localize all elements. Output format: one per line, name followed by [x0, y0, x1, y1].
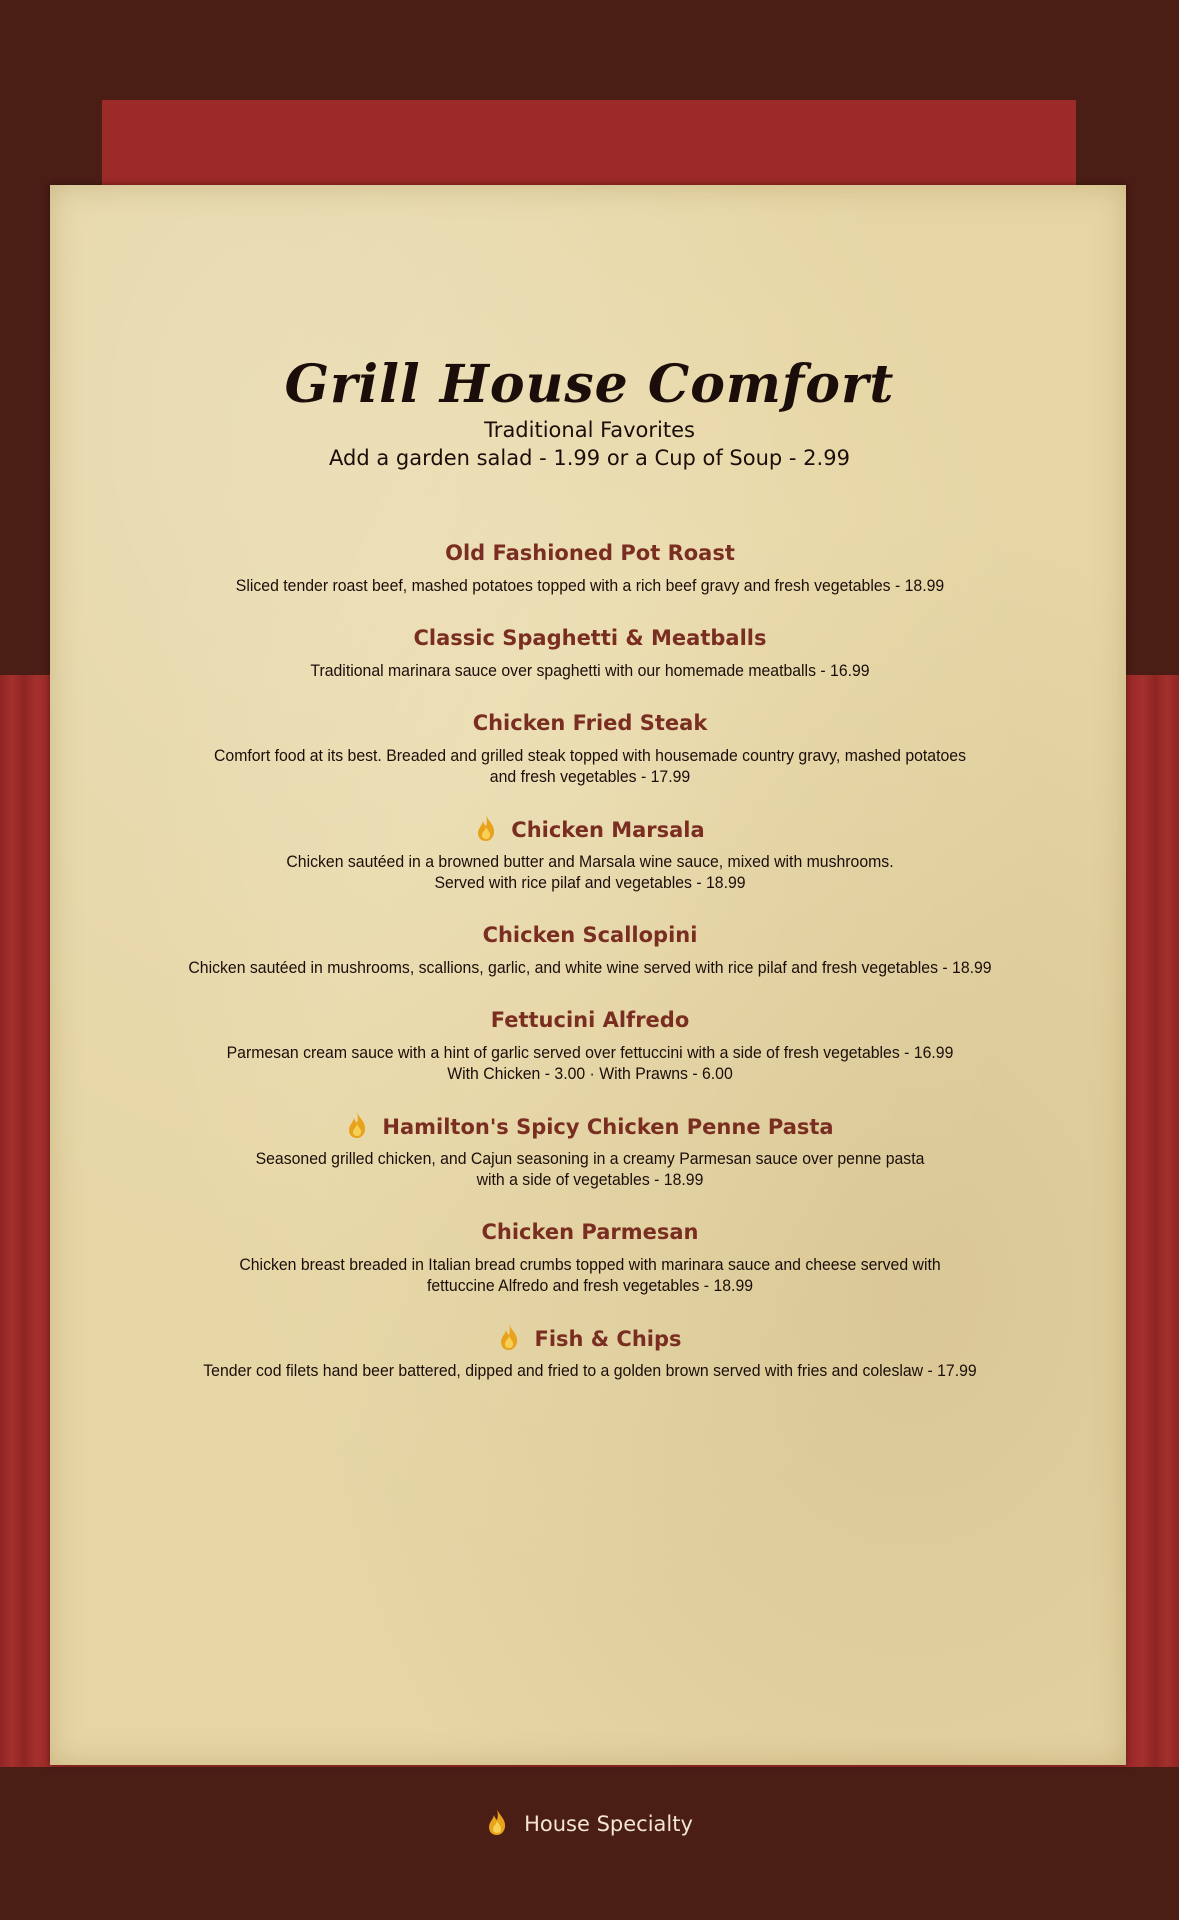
menu-item-name [70, 814, 1110, 844]
menu-item-description: Sliced tender roast beef, mashed potatoes topped with a rich beef gravy and fresh vegetables - 18.99 [235, 576, 945, 595]
menu-item [70, 538, 1110, 596]
menu-item-description: and fresh vegetables - 17.99 [489, 767, 691, 786]
menu-item-description: With Chicken - 3.00 · With Prawns - 6.00 [447, 1064, 733, 1083]
menu-item-name [70, 1005, 1110, 1035]
menu-item [70, 1323, 1110, 1381]
menu-item [70, 814, 1110, 893]
menu-item-description: Tender cod filets hand beer battered, dipped and fried to a golden brown served with fries and coleslaw - 17.99 [203, 1361, 977, 1380]
flame-icon [475, 814, 497, 842]
menu-item-name [70, 708, 1110, 738]
menu-subtitle: Traditional Favorites [484, 418, 695, 442]
menu-item [70, 920, 1110, 978]
flame-icon [486, 1808, 508, 1836]
menu-item-name-text: Old Fashioned Pot Roast [445, 541, 735, 565]
flame-icon [346, 1111, 368, 1139]
menu-item-name [70, 623, 1110, 653]
menu-header [0, 355, 1179, 471]
menu-item-name [70, 538, 1110, 568]
menu-item-name-text: Chicken Scallopini [482, 923, 698, 947]
specialty-legend [0, 1808, 1179, 1836]
menu-item-name [70, 1217, 1110, 1247]
legend-label: House Specialty [524, 1812, 693, 1836]
menu-item-description: Traditional marinara sauce over spaghetti with our homemade meatballs - 16.99 [310, 661, 870, 680]
menu-item-name-text: Fish & Chips [534, 1327, 682, 1351]
menu-item-name-text: Chicken Parmesan [481, 1220, 699, 1244]
menu-items-list [70, 538, 1110, 1408]
menu-item-description: Served with rice pilaf and vegetables - 18.99 [434, 873, 746, 892]
flame-icon [498, 1323, 520, 1351]
menu-item-description: Parmesan cream sauce with a hint of garlic served over fettuccini with a side of fresh vegetables - 16.99 [226, 1043, 954, 1062]
menu-item [70, 708, 1110, 787]
menu-item-description: Chicken sautéed in mushrooms, scallions, garlic, and white wine served with rice pilaf and fresh vegetables - 18.99 [188, 958, 992, 977]
menu-item-name [70, 1323, 1110, 1353]
menu-item-name [70, 920, 1110, 950]
menu-item [70, 1005, 1110, 1084]
menu-item-name-text: Fettucini Alfredo [490, 1008, 690, 1032]
top-red-band [102, 100, 1076, 190]
menu-item [70, 1111, 1110, 1190]
menu-item [70, 623, 1110, 681]
menu-item-name-text: Chicken Marsala [511, 818, 705, 842]
menu-item-name-text: Chicken Fried Steak [472, 711, 708, 735]
menu-item-description: Chicken breast breaded in Italian bread crumbs topped with marinara sauce and cheese served with [239, 1255, 941, 1274]
menu-item-name-text: Classic Spaghetti & Meatballs [413, 626, 767, 650]
menu-item [70, 1217, 1110, 1296]
menu-title: Grill House Comfort [284, 354, 895, 415]
menu-item-description: Seasoned grilled chicken, and Cajun seasoning in a creamy Parmesan sauce over penne pasta [255, 1149, 925, 1168]
menu-item-name [70, 1111, 1110, 1141]
menu-item-description: Chicken sautéed in a browned butter and Marsala wine sauce, mixed with mushrooms. [286, 852, 894, 871]
menu-item-description: fettuccine Alfredo and fresh vegetables - 18.99 [426, 1276, 754, 1295]
menu-add-on-note: Add a garden salad - 1.99 or a Cup of Soup - 2.99 [329, 446, 850, 470]
menu-item-name-text: Hamilton's Spicy Chicken Penne Pasta [382, 1115, 834, 1139]
menu-item-description: with a side of vegetables - 18.99 [476, 1170, 704, 1189]
menu-item-description: Comfort food at its best. Breaded and grilled steak topped with housemade country gravy, mashed potatoes [213, 746, 966, 765]
